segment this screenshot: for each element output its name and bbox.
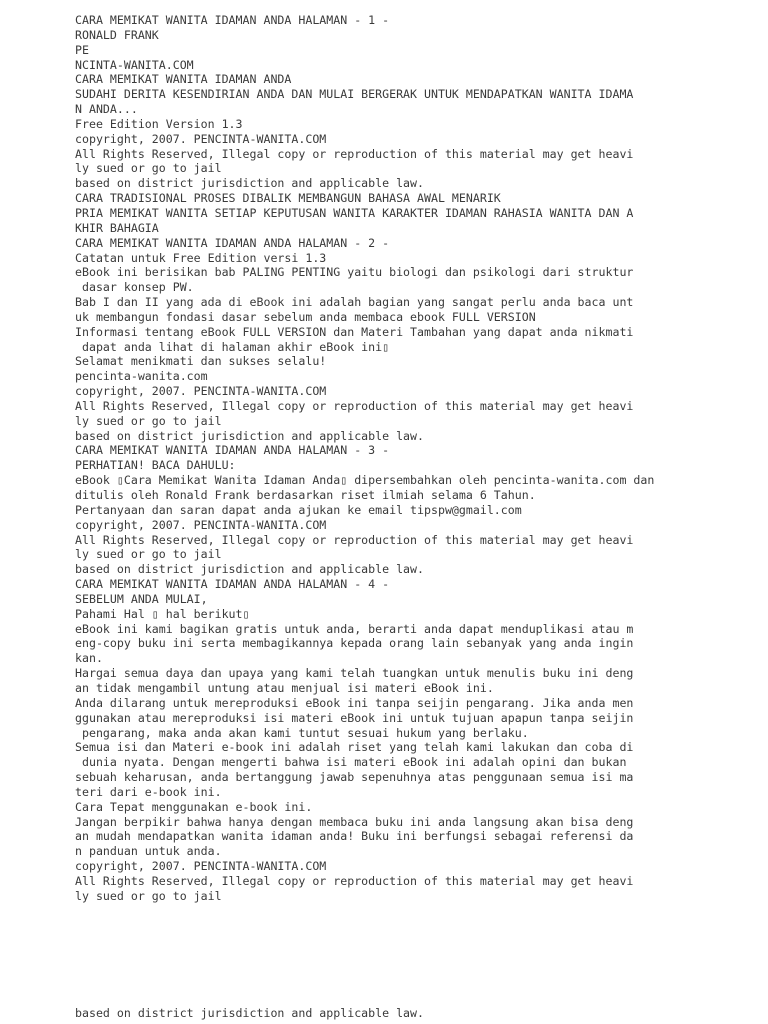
text-line: CARA MEMIKAT WANITA IDAMAN ANDA [75, 72, 292, 87]
text-line: ditulis oleh Ronald Frank berdasarkan riset ilmiah selama 6 Tahun. [75, 488, 536, 502]
text-line: SUDAHI DERITA KESENDIRIAN ANDA DAN MULAI BERGERAK UNTUK MENDAPATKAN WANITA IDAMA [75, 87, 634, 102]
text-line: CARA MEMIKAT WANITA IDAMAN ANDA HALAMAN - 2 - [75, 235, 390, 250]
document-text-body [75, 13, 755, 904]
text-line: KHIR BAHAGIA [75, 220, 159, 235]
text-line: N ANDA... [75, 102, 138, 117]
text-line: dapat anda lihat di halaman akhir eBook ini▯ [75, 339, 390, 354]
text-line: CARA MEMIKAT WANITA IDAMAN ANDA HALAMAN - 1 - [75, 13, 390, 27]
text-line: copyright, 2007. PENCINTA-WANITA.COM [75, 517, 327, 532]
text-line: sebuah keharusan, anda bertanggung jawab sepenuhnya atas penggunaan semua isi ma [75, 770, 634, 785]
text-line: eBook ini berisikan bab PALING PENTING yaitu biologi dan psikologi dari struktur [75, 265, 634, 280]
text-line: PE [75, 42, 89, 57]
text-line: dunia nyata. Dengan mengerti bahwa isi materi eBook ini adalah opini dan bukan [75, 755, 627, 770]
text-line: copyright, 2007. PENCINTA-WANITA.COM [75, 859, 327, 874]
text-line: RONALD FRANK [75, 27, 159, 42]
text-line: SEBELUM ANDA MULAI, [75, 591, 208, 606]
text-line: teri dari e-book ini. [75, 784, 222, 799]
text-line: Cara Tepat menggunakan e-book ini. [75, 799, 313, 814]
text-line: PERHATIAN! BACA DAHULU: [75, 458, 236, 473]
text-line: Bab I dan II yang ada di eBook ini adalah bagian yang sangat perlu anda baca unt [75, 295, 634, 310]
text-line: copyright, 2007. PENCINTA-WANITA.COM [75, 131, 327, 146]
text-line: Informasi tentang eBook FULL VERSION dan Materi Tambahan yang dapat anda nikmati [75, 324, 634, 339]
text-line: All Rights Reserved, Illegal copy or reproduction of this material may get heavi [75, 532, 634, 547]
text-line: kan. [75, 651, 103, 666]
text-line: All Rights Reserved, Illegal copy or reproduction of this material may get heavi [75, 398, 634, 413]
text-line: Free Edition Version 1.3 [75, 116, 243, 131]
text-line: eng-copy buku ini serta membagikannya kepada orang lain sebanyak yang anda ingin [75, 636, 634, 651]
text-line: pengarang, maka anda akan kami tuntut sesuai hukum yang berlaku. [75, 725, 529, 740]
text-line: Hargai semua daya dan upaya yang kami telah tuangkan untuk menulis buku ini deng [75, 666, 634, 681]
text-line: ly sued or go to jail [75, 413, 222, 428]
text-line: Semua isi dan Materi e-book ini adalah riset yang telah kami lakukan dan coba di [75, 740, 634, 755]
text-line: dasar konsep PW. [75, 280, 194, 295]
text-line: CARA MEMIKAT WANITA IDAMAN ANDA HALAMAN - 3 - [75, 443, 390, 458]
text-line: an tidak mengambil untung atau menjual isi materi eBook ini. [75, 680, 494, 695]
text-line: uk membangun fondasi dasar sebelum anda membaca ebook FULL VERSION [75, 309, 536, 324]
text-line: All Rights Reserved, Illegal copy or reproduction of this material may get heavi [75, 146, 634, 161]
text-line: All Rights Reserved, Illegal copy or reproduction of this material may get heavi [75, 873, 634, 888]
text-line: ly sued or go to jail [75, 547, 222, 562]
text-line: based on district jurisdiction and applicable law. [75, 428, 425, 443]
text-line: Anda dilarang untuk mereproduksi eBook ini tanpa seijin pengarang. Jika anda men [75, 695, 634, 710]
text-line: ly sued or go to jail [75, 161, 222, 176]
text-line: n panduan untuk anda. [75, 844, 222, 859]
text-line: Selamat menikmati dan sukses selalu! [75, 354, 327, 369]
footer-text-line: based on district jurisdiction and applicable law. [75, 1006, 425, 1020]
text-line: based on district jurisdiction and applicable law. [75, 562, 425, 577]
text-line: pencinta-wanita.com [75, 369, 208, 384]
text-line: Pahami Hal ▯ hal berikut▯ [75, 606, 250, 621]
text-line: eBook ▯Cara Memikat Wanita Idaman Anda▯ dipersembahkan oleh pencinta-wanita.com dan [75, 473, 655, 488]
text-line: copyright, 2007. PENCINTA-WANITA.COM [75, 384, 327, 399]
text-line: based on district jurisdiction and applicable law. [75, 176, 425, 191]
text-line: PRIA MEMIKAT WANITA SETIAP KEPUTUSAN WANITA KARAKTER IDAMAN RAHASIA WANITA DAN A [75, 205, 634, 220]
text-line: ly sued or go to jail [75, 888, 222, 903]
text-line: CARA MEMIKAT WANITA IDAMAN ANDA HALAMAN - 4 - [75, 577, 390, 592]
text-line: eBook ini kami bagikan gratis untuk anda, berarti anda dapat menduplikasi atau m [75, 621, 634, 636]
text-line: Catatan untuk Free Edition versi 1.3 [75, 250, 327, 265]
text-line: ggunakan atau mereproduksi isi materi eBook ini untuk tujuan apapun tanpa seijin [75, 710, 634, 725]
text-line: an mudah mendapatkan wanita idaman anda! Buku ini berfungsi sebagai referensi da [75, 829, 634, 844]
text-line: CARA TRADISIONAL PROSES DIBALIK MEMBANGUN BAHASA AWAL MENARIK [75, 191, 501, 206]
text-line: NCINTA-WANITA.COM [75, 57, 194, 72]
text-line: Pertanyaan dan saran dapat anda ajukan ke email tipspw@gmail.com [75, 502, 522, 517]
text-line: Jangan berpikir bahwa hanya dengan membaca buku ini anda langsung akan bisa deng [75, 814, 634, 829]
